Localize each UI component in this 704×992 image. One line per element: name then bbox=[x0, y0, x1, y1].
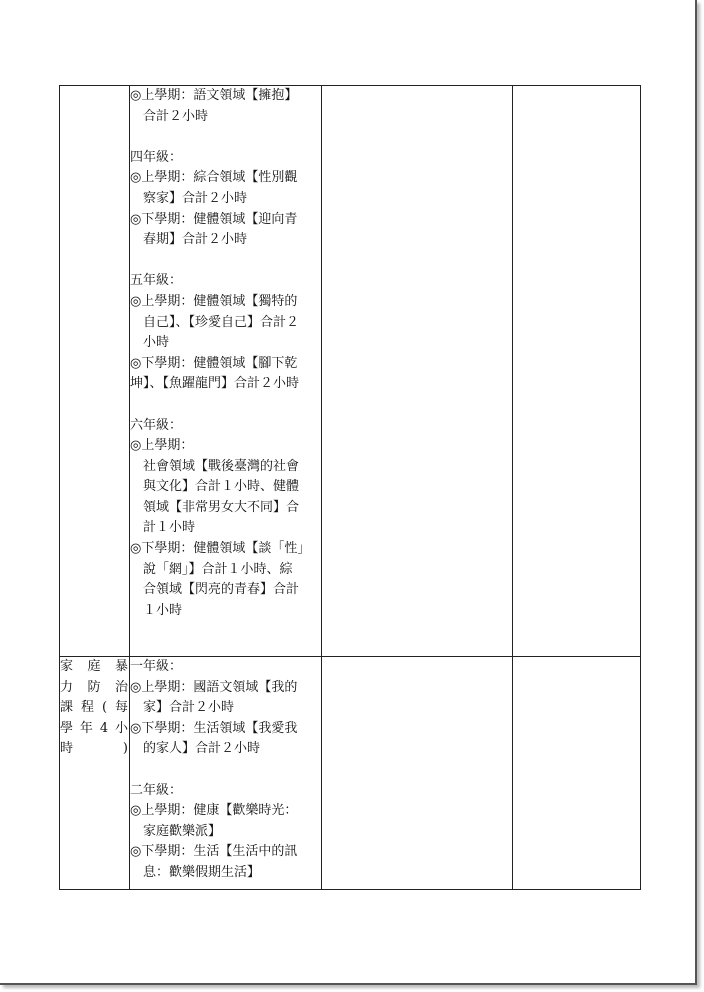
course-line: ◎上學期： bbox=[130, 438, 194, 454]
course-line: 與文化】合計１小時、健體 bbox=[143, 479, 300, 495]
blank-line bbox=[130, 760, 321, 781]
course-line: 小時 bbox=[143, 335, 170, 351]
category-label-line: 學年4小 bbox=[60, 720, 129, 736]
course-line: ◎上學期：語文領域【擁抱】 bbox=[130, 88, 298, 103]
blank-line bbox=[130, 251, 321, 272]
course-line: 息：歡樂假期生活】 bbox=[143, 864, 261, 880]
category-label-line: 家庭暴 bbox=[60, 659, 129, 674]
category-label-cell bbox=[60, 86, 130, 657]
course-line: 領域【非常男女大不同】合 bbox=[143, 499, 300, 515]
course-line: ◎上學期：綜合領域【性別觀 bbox=[130, 170, 298, 186]
course-line: １小時 bbox=[143, 602, 183, 618]
course-line: ◎下學期：健體領域【談「性」 bbox=[130, 541, 311, 557]
course-line: 合計２小時 bbox=[143, 108, 209, 124]
course-line: ◎下學期：生活領域【我愛我 bbox=[130, 720, 298, 736]
category-label-line: 課程(每 bbox=[60, 700, 129, 716]
course-line: 的家人】合計２小時 bbox=[143, 741, 261, 757]
course-content-cell bbox=[130, 86, 322, 657]
table-row bbox=[60, 86, 641, 657]
course-line: 一年級： bbox=[130, 659, 183, 674]
course-line: 坤】、【魚躍龍門】合計２小時 bbox=[130, 376, 300, 392]
course-line: 計１小時 bbox=[143, 520, 196, 536]
blank-line bbox=[130, 127, 321, 148]
empty-cell bbox=[322, 657, 513, 890]
curriculum-table bbox=[59, 85, 641, 890]
course-line: 春期】合計２小時 bbox=[143, 232, 248, 248]
course-line: 二年級： bbox=[130, 782, 183, 798]
category-label-line: 時) bbox=[60, 741, 129, 757]
course-line: 合領域【閃亮的青春】合計 bbox=[143, 582, 300, 598]
course-line: ◎上學期：國語文領域【我的 bbox=[130, 679, 298, 695]
course-line: 五年級： bbox=[130, 273, 183, 289]
course-line: ◎上學期：健體領域【獨特的 bbox=[130, 293, 298, 309]
course-line: ◎上學期：健康【歡樂時光： bbox=[130, 803, 298, 819]
course-line: ◎下學期：健體領域【迎向青 bbox=[130, 211, 298, 227]
course-line: ◎下學期：生活【生活中的訊 bbox=[130, 844, 298, 860]
course-line: 社會領域【戰後臺灣的社會 bbox=[143, 458, 300, 474]
course-line: 自己】、【珍愛自己】合計２ bbox=[143, 314, 300, 330]
empty-cell bbox=[322, 86, 513, 657]
course-line: 察家】合計２小時 bbox=[143, 190, 248, 206]
course-line: 家】合計２小時 bbox=[143, 700, 235, 716]
empty-cell bbox=[513, 86, 641, 657]
empty-cell bbox=[513, 657, 641, 890]
course-line: ◎下學期：健體領域【腳下乾 bbox=[130, 355, 298, 371]
course-line: 四年級： bbox=[130, 149, 183, 165]
category-label-cell bbox=[60, 657, 130, 890]
course-line: 家庭歡樂派】 bbox=[143, 823, 222, 839]
course-line: 六年級： bbox=[130, 417, 183, 433]
course-content-cell bbox=[130, 657, 322, 890]
category-label-line: 力防治 bbox=[60, 679, 129, 695]
table-row bbox=[60, 657, 641, 890]
blank-line bbox=[130, 395, 321, 416]
course-line: 說「網」】合計１小時、綜 bbox=[143, 561, 293, 577]
